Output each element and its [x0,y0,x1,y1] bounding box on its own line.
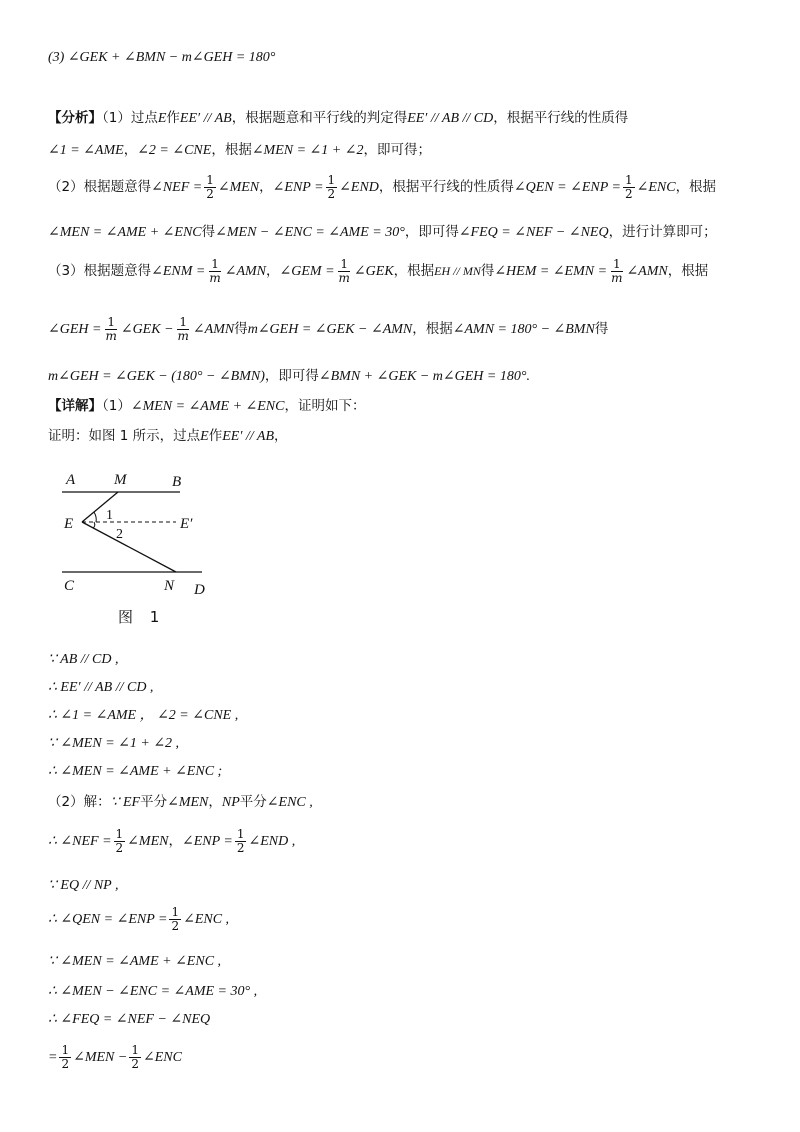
text: ，根据平行线的性质得 [493,110,629,126]
text: ，即可得； [363,142,431,158]
math: ∠HEM = ∠EMN = [494,264,608,279]
math: ∠MEN − ∠ENC = ∠AME = 30° [215,225,405,240]
text: （1）过点 [102,110,158,126]
fraction-half: $\frac{1}{2}$ [236,826,245,855]
math: m∠GEH = ∠GEK − ∠AMN [247,322,413,337]
text: （3）根据题意得 [48,263,152,279]
math: E [200,429,209,444]
math: ∴ ∠NEF = [48,834,112,849]
part3-statement: (3) ∠GEK + ∠BMN − m∠GEH = 180° [48,50,276,65]
math: EE′ // AB [179,111,232,126]
proof-step-2-header [48,792,313,813]
math: ∠ENP = [181,834,233,849]
label-n: N [164,578,175,594]
analysis-label: 【分析】 [48,110,102,126]
proof-step: ∴ EE′ // AB // CD , [48,680,154,695]
text: ， [208,794,222,810]
math: ∠MEN [167,795,209,810]
math: ∠BMN + ∠GEK − m∠GEH = 180° [318,369,527,384]
proof-step [48,826,295,857]
math: m∠GEH = ∠GEK − (180° − ∠BMN) [48,369,265,384]
text: ，根据 [211,142,252,158]
fraction-1-over-m: $\frac{1}{m}$ [177,314,189,343]
label-b: B [172,474,182,490]
math: ∠MEN − [73,1050,128,1065]
math: ∠QEN = ∠ENP = [513,180,621,195]
proof-step: ∵ ∠MEN = ∠1 + ∠2 , [48,736,180,751]
math: ∠AMN [192,322,235,337]
math: ∠END , [248,834,296,849]
math: . [526,369,530,384]
text: ，根据 [675,179,717,195]
analysis-line-4 [48,222,717,243]
math: ∠MEN = ∠AME + ∠ENC [130,399,285,414]
math: ∠AMN [224,264,267,279]
math: ∠ENP = [272,180,324,195]
fraction-half: $\frac{1}{2}$ [115,826,124,855]
text: ， [274,428,288,444]
math: ∠2 = ∠CNE [137,143,212,158]
label-d: D [194,582,205,598]
text: 得 [201,224,216,240]
text: 作 [208,428,223,444]
detail-line-2 [48,426,288,447]
text: 平分 [239,794,267,810]
proof-step [48,904,229,935]
math: ∠GEK [353,264,394,279]
analysis-line-7 [48,366,530,387]
fraction-half: $\frac{1}{2}$ [206,172,214,201]
text: ，根据 [393,263,435,279]
text: 得 [234,321,248,337]
math: ∴ ∠QEN = ∠ENP = [48,912,168,927]
math: ∠ENC [636,180,676,195]
math: ∠MEN = ∠AME + ∠ENC [48,225,202,240]
proof-step: ∴ ∠FEQ = ∠NEF − ∠NEQ [48,1012,211,1027]
text: ， [123,142,138,158]
math: ∠ENM = [151,264,206,279]
text: （2）根据题意得 [48,179,152,195]
text: 作 [166,110,180,126]
math: ∠FEQ = ∠NEF − ∠NEQ [458,225,609,240]
fraction-half: $\frac{1}{2}$ [327,172,336,201]
text: ，证明如下： [284,398,366,414]
math: ∠NEF = [151,180,203,195]
text: （1） [102,398,131,414]
math: NP [221,795,240,810]
analysis-line-2 [48,140,431,161]
proof-step: ∵ AB // CD , [48,652,119,667]
detail-label: 【详解】 [48,398,102,414]
label-angle-1: 1 [106,508,113,523]
text: 平分 [140,794,168,810]
text: ， [266,263,280,279]
text: ，即可得 [264,368,319,384]
text: ，根据平行线的性质得 [378,179,514,195]
fraction-1-over-m: $\frac{1}{m}$ [105,314,117,343]
fraction-half: $\frac{1}{2}$ [131,1042,139,1071]
math: ∠GEH = [48,322,102,337]
math: ∠AMN = 180° − ∠BMN [452,322,595,337]
text: ， [168,833,182,849]
fraction-1-over-m: $\frac{1}{m}$ [209,256,221,285]
proof-step: ∴ ∠MEN = ∠AME + ∠ENC ; [48,764,223,779]
label-angle-2: 2 [116,527,123,542]
math: ∠ENC [142,1050,182,1065]
fraction-half: $\frac{1}{2}$ [171,904,180,933]
math: ∠END [339,180,379,195]
math: ∠ENC , [183,912,230,927]
text: （2）解： [48,794,111,810]
text: ， [259,179,273,195]
text: ，即可得 [404,224,459,240]
proof-step: ∵ ∠MEN = ∠AME + ∠ENC , [48,954,222,969]
analysis-line-3 [48,172,716,203]
label-e: E [64,516,74,532]
math: ∠MEN [217,180,260,195]
angle-1-arc [94,512,96,522]
text: 得 [480,263,495,279]
math: EE′ // AB // CD [407,111,494,126]
fraction-1-over-m: $\frac{1}{m}$ [338,256,350,285]
math: ∠MEN = ∠1 + ∠2 [251,143,364,158]
label-e-prime: E′ [180,516,193,532]
proof-step: ∵ EQ // NP , [48,878,119,893]
math: EE′ // AB [222,429,275,444]
math: ∠1 = ∠AME [48,143,124,158]
math: ∠GEK − [120,322,174,337]
label-c: C [64,578,75,594]
text: ，根据题意和平行线的判定得 [231,110,408,126]
proof-step: ∴ ∠1 = ∠AME ， ∠2 = ∠CNE , [48,708,239,723]
fraction-half: $\frac{1}{2}$ [61,1042,70,1071]
math: E [157,111,167,126]
text: 证明：如图 1 所示，过点 [48,428,201,444]
proof-step: ∴ ∠MEN − ∠ENC = ∠AME = 30° , [48,984,258,999]
math: EH // MN [434,264,481,278]
angle-2-arc [93,522,95,528]
figure-caption: 图 1 [118,608,166,626]
text: ，根据 [667,263,709,279]
segment-en [82,522,176,572]
text: 得 [594,321,609,337]
fraction-1-over-m: $\frac{1}{m}$ [611,256,623,285]
analysis-line-1 [48,108,628,129]
figure-1-diagram [60,470,220,600]
math: ∠AMN [626,264,668,279]
math: ∵ EF [110,795,141,810]
math: ∠GEM = [279,264,335,279]
fraction-half: $\frac{1}{2}$ [624,172,633,201]
text: ，进行计算即可； [608,224,717,240]
analysis-line-6 [48,314,608,345]
proof-step [48,1042,182,1073]
math: = [48,1050,58,1065]
math: ∠ENC , [266,795,313,810]
label-m: M [114,472,127,488]
text: ，根据 [412,321,453,337]
analysis-line-5 [48,256,708,287]
label-a: A [66,472,76,488]
detail-line-1 [48,396,365,417]
math: ∠MEN [127,834,169,849]
